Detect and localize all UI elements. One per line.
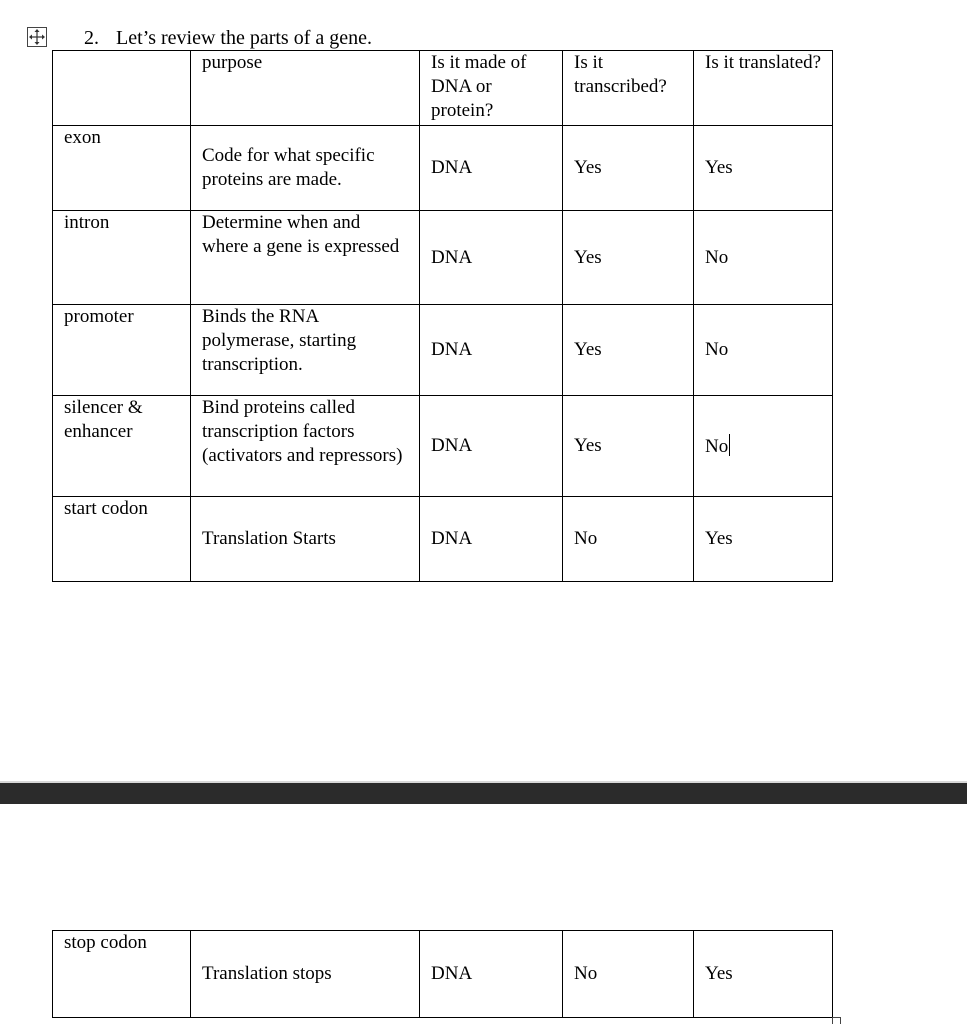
cell-made-of[interactable]: DNA (420, 931, 563, 1018)
cell-translated[interactable]: No (694, 305, 833, 396)
cell-part-name[interactable]: start codon (53, 497, 191, 582)
cell-transcribed[interactable]: Yes (563, 211, 694, 305)
cell-translated[interactable]: No (694, 211, 833, 305)
cell-purpose[interactable]: Translation Starts (191, 497, 420, 582)
cell-part-name[interactable]: exon (53, 126, 191, 211)
header-cell-purpose[interactable]: purpose (191, 51, 420, 126)
table-row (53, 305, 833, 396)
cell-translated-active[interactable] (694, 396, 833, 497)
table-header-row (53, 51, 833, 126)
cell-translated[interactable]: Yes (694, 126, 833, 211)
header-cell-translated[interactable]: Is it translated? (694, 51, 833, 126)
header-cell-transcribed[interactable]: Is it transcribed? (563, 51, 694, 126)
cell-made-of[interactable]: DNA (420, 396, 563, 497)
table-row (53, 126, 833, 211)
question-text: Let’s review the parts of a gene. (116, 27, 373, 49)
cell-purpose[interactable]: Determine when and where a gene is expressed (191, 211, 420, 305)
cell-transcribed[interactable]: No (563, 497, 694, 582)
header-cell-blank[interactable] (53, 51, 191, 126)
cell-part-name[interactable]: intron (53, 211, 191, 305)
cell-part-name[interactable]: stop codon (53, 931, 191, 1018)
table-row (53, 211, 833, 305)
question-heading (84, 26, 372, 50)
gene-parts-table (52, 50, 833, 582)
cell-made-of[interactable]: DNA (420, 497, 563, 582)
table-row (53, 497, 833, 582)
cell-purpose[interactable]: Binds the RNA polymerase, starting transcription. (191, 305, 420, 396)
cell-purpose[interactable]: Translation stops (191, 931, 420, 1018)
cell-translated-text: No (705, 435, 729, 457)
table-resize-icon[interactable] (832, 1017, 841, 1024)
cell-made-of[interactable]: DNA (420, 211, 563, 305)
gene-parts-table-continued (52, 930, 833, 1018)
cell-purpose[interactable]: Bind proteins called transcription factors (activators and repressors) (191, 396, 420, 497)
move-arrows-icon (28, 28, 46, 46)
table-move-handle[interactable] (27, 27, 47, 47)
cell-transcribed[interactable]: No (563, 931, 694, 1018)
cell-transcribed[interactable]: Yes (563, 126, 694, 211)
question-number: 2. (84, 27, 99, 49)
cell-part-name[interactable]: silencer & enhancer (53, 396, 191, 497)
table-row (53, 396, 833, 497)
cell-purpose[interactable]: Code for what specific proteins are made. (191, 126, 420, 211)
text-cursor (729, 434, 730, 456)
cell-part-name[interactable]: promoter (53, 305, 191, 396)
table-row (53, 931, 833, 1018)
cell-transcribed[interactable]: Yes (563, 396, 694, 497)
cell-made-of[interactable]: DNA (420, 126, 563, 211)
header-cell-made-of[interactable]: Is it made of DNA or protein? (420, 51, 563, 126)
cell-transcribed[interactable]: Yes (563, 305, 694, 396)
cell-translated[interactable]: Yes (694, 931, 833, 1018)
cell-translated[interactable]: Yes (694, 497, 833, 582)
page-break-divider (0, 781, 967, 804)
cell-made-of[interactable]: DNA (420, 305, 563, 396)
